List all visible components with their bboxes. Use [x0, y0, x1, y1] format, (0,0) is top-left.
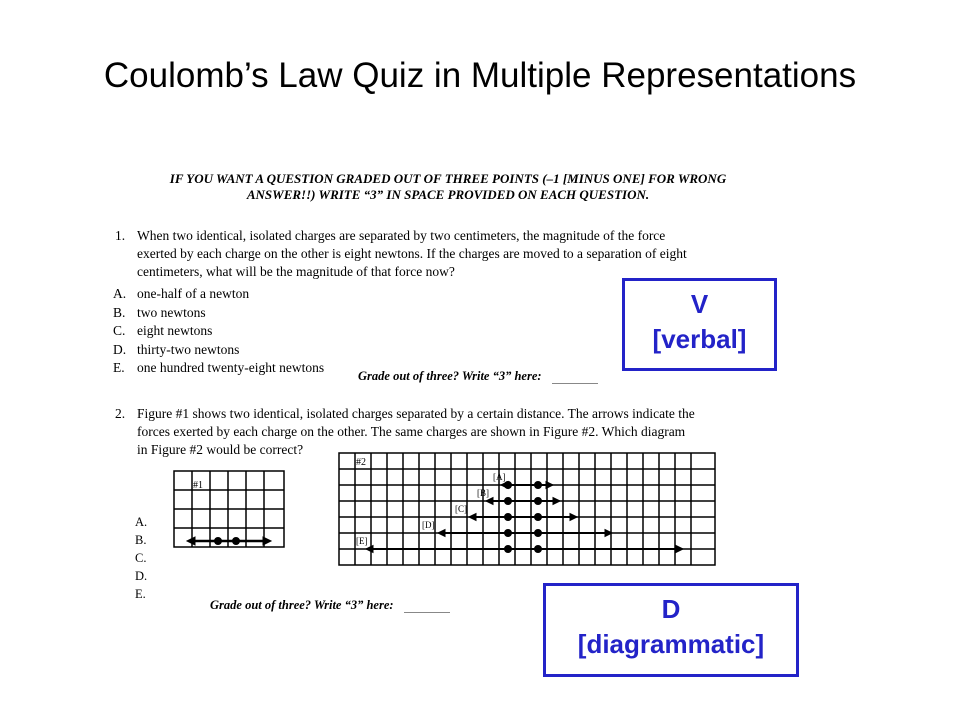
option-d [113, 341, 324, 360]
option-letter: D. [135, 569, 148, 583]
figure-1-grid [173, 470, 288, 550]
question-2-line: forces exerted by each charge on the other. The same charges are shown in Figure #2. Which diagram [137, 424, 686, 439]
grade-blank[interactable] [552, 382, 598, 384]
quiz-document [95, 165, 815, 625]
grade-prompt-text: Grade out of three? Write “3” here: [358, 369, 542, 383]
option-c [113, 322, 324, 341]
figure-1-label: #1 [193, 480, 203, 491]
figure-2-option-e-label: [E] [356, 536, 368, 546]
question-2-option-letters [135, 513, 147, 603]
option-a [113, 285, 324, 304]
option-text: two newtons [137, 304, 206, 320]
question-2-grade-prompt [210, 598, 450, 613]
slide-title: Coulomb’s Law Quiz in Multiple Representations [103, 56, 857, 95]
question-1-grade-prompt [358, 369, 598, 384]
option-letter: C. [135, 551, 147, 565]
option-text: one hundred twenty-eight newtons [137, 360, 325, 375]
figure-2-option-c-label: [C] [455, 504, 467, 514]
instructions-line-1: IF YOU WANT A QUESTION GRADED OUT OF THREE POINTS (–1 [MINUS ONE] FOR WRONG [169, 171, 727, 186]
figure-2-option-a-label: [A] [493, 472, 506, 482]
grade-prompt-text: Grade out of three? Write “3” here: [210, 598, 394, 612]
option-letter: D. [113, 341, 127, 357]
option-text: one-half of a newton [137, 286, 250, 301]
question-1-line: exerted by each charge on the other is eight newtons. If the charges are moved to a separation of eight [137, 246, 687, 261]
question-1-options [113, 285, 324, 378]
quiz-instructions [103, 171, 793, 203]
instructions-line-2: ANSWER!!) WRITE “3” IN SPACE PROVIDED ON EACH QUESTION. [246, 187, 650, 202]
verbal-letter: V [690, 289, 709, 319]
grade-blank[interactable] [404, 611, 450, 613]
option-letter: B. [113, 304, 126, 320]
option-letter: E. [135, 587, 146, 601]
charge [233, 538, 240, 545]
option-letter: B. [135, 533, 147, 547]
diagrammatic-desc: [diagrammatic] [577, 629, 765, 659]
option-e [113, 359, 324, 378]
question-2-line: in Figure #2 would be correct? [137, 442, 304, 457]
option-text: thirty-two newtons [137, 341, 240, 357]
verbal-label-box [622, 278, 777, 371]
question-2-text [137, 405, 807, 459]
option-letter: C. [113, 323, 126, 338]
option-letter: E. [113, 360, 125, 375]
question-1-text [137, 227, 807, 281]
option-text: eight newtons [137, 323, 213, 338]
figure-1-gridlines [174, 471, 284, 547]
question-1-line: centimeters, what will be the magnitude of that force now? [137, 264, 455, 279]
verbal-desc: [verbal] [652, 324, 747, 354]
question-1-number: 1. [115, 228, 126, 243]
figure-1-charges [187, 537, 271, 545]
question-2-line: Figure #1 shows two identical, isolated charges separated by a certain distance. The arrows indicate the [137, 406, 695, 421]
figure-2-option-b-label: [B] [477, 488, 489, 498]
figure-2-label: #2 [356, 457, 366, 468]
figure-2-grid [338, 452, 718, 568]
question-1-line: When two identical, isolated charges are separated by two centimeters, the magnitude of the force [137, 228, 666, 243]
diagrammatic-letter: D [661, 594, 681, 624]
option-b [113, 304, 324, 323]
question-2-number: 2. [115, 406, 126, 421]
figure-2-option-d-label: [D] [422, 520, 435, 530]
option-letter: A. [113, 286, 127, 301]
charge [215, 538, 222, 545]
option-letter: A. [135, 515, 148, 529]
diagrammatic-label-box [543, 583, 799, 677]
